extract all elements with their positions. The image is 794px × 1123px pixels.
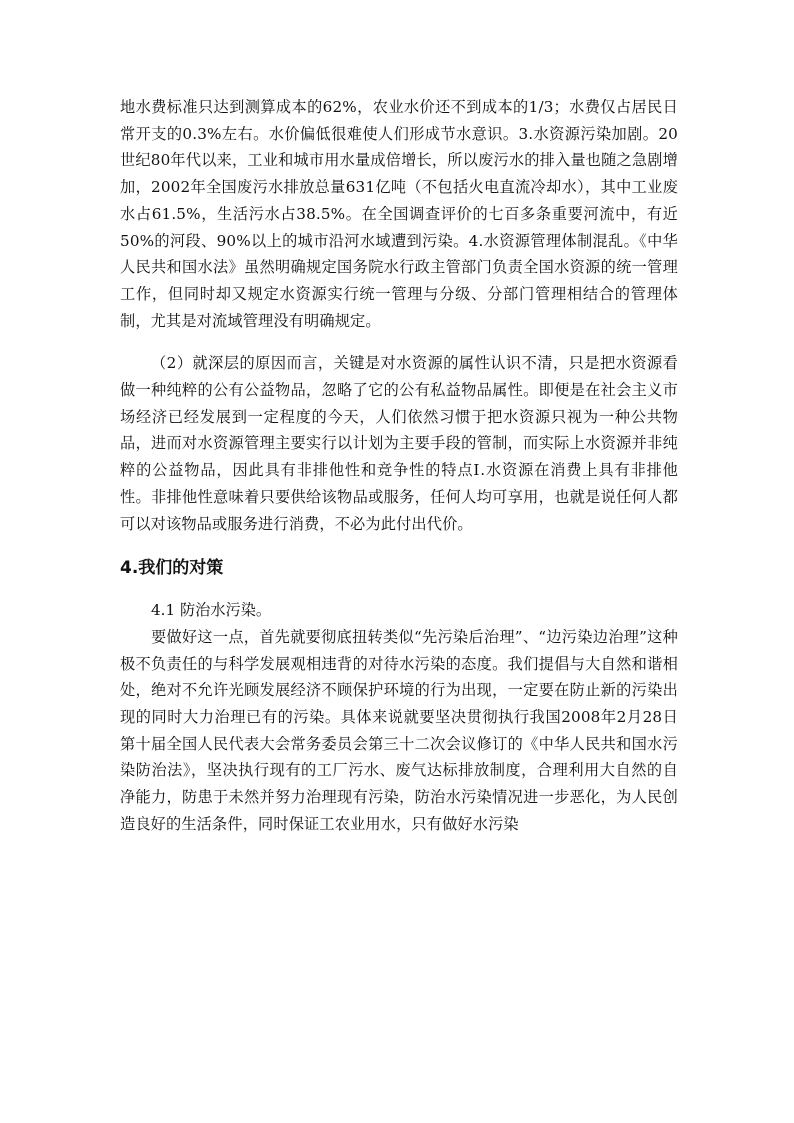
body-paragraph-water-pricing: 地水费标准只达到测算成本的62%，农业水价还不到成本的1/3；水费仅占居民日常开支的0.3%左右。水价偏低很难使人们形成节水意识。3.水资源污染加剧。20世纪80年代以来，工业和城市用水量成倍增长，所以废污水的排入量也随之急剧增加，2002年全国废污水排放总量631亿吨（不包括火电直流冷却水），其中工业废水占61.5%，生活污水占38.5%。在全国调查评价的七百多条重要河流中，有近50%的河段、90%以上的城市沿河水域遭到污染。4.水资源管理体制混乱。《中华人民共和国水法》虽然明确规定国务院水行政主管部门负责全国水资源的统一管理工作，但同时却又规定水资源实行统一管理与分级、分部门管理相结合的管理体制，尤其是对流域管理没有明确规定。 — [120, 98, 678, 330]
body-paragraph-root-causes: （2）就深层的原因而言，关键是对水资源的属性认识不清，只是把水资源看做一种纯粹的公有公益物品，忽略了它的公有私益物品属性。即便是在社会主义市场经济已经发展到一定程度的今天，人们依然习惯于把水资源只视为一种公共物品，进而对水资源管理主要实行以计划为主要手段的管制，而实际上水资源并非纯粹的公益物品，因此具有非排他性和竞争性的特点Ⅰ.水资源在消费上具有非排他性。非排他性意味着只要供给该物品或服务，任何人均可享用，也就是说任何人都可以对该物品或服务进行消费，不必为此付出代价。 — [120, 354, 678, 533]
section-heading-countermeasures: 4.我们的对策 — [120, 558, 224, 579]
document-page — [120, 94, 678, 838]
subsection-heading-pollution-prevention: 4.1 防治水污染。 — [151, 601, 272, 620]
body-paragraph-pollution-control: 要做好这一点，首先就要彻底扭转类似“先污染后治理”、“边污染边治理”这种极不负责任的与科学发展观相违背的对待水污染的态度。我们提倡与大自然和谐相处，绝对不允许光顾发展经济不顾保护环境的行为出现，一定要在防止新的污染出现的同时大力治理已有的污染。具体来说就要坚决贯彻执行我国2008年2月28日第十届全国人民代表大会常务委员会第三十二次会议修订的《中华人民共和国水污染防治法》，坚决执行现有的工厂污水、废气达标排放制度，合理利用大自然的自净能力，防患于未然并努力治理现有污染，防治水污染情况进一步恶化，为人民创造良好的生活条件，同时保证工农业用水，只有做好水污染 — [120, 627, 678, 833]
